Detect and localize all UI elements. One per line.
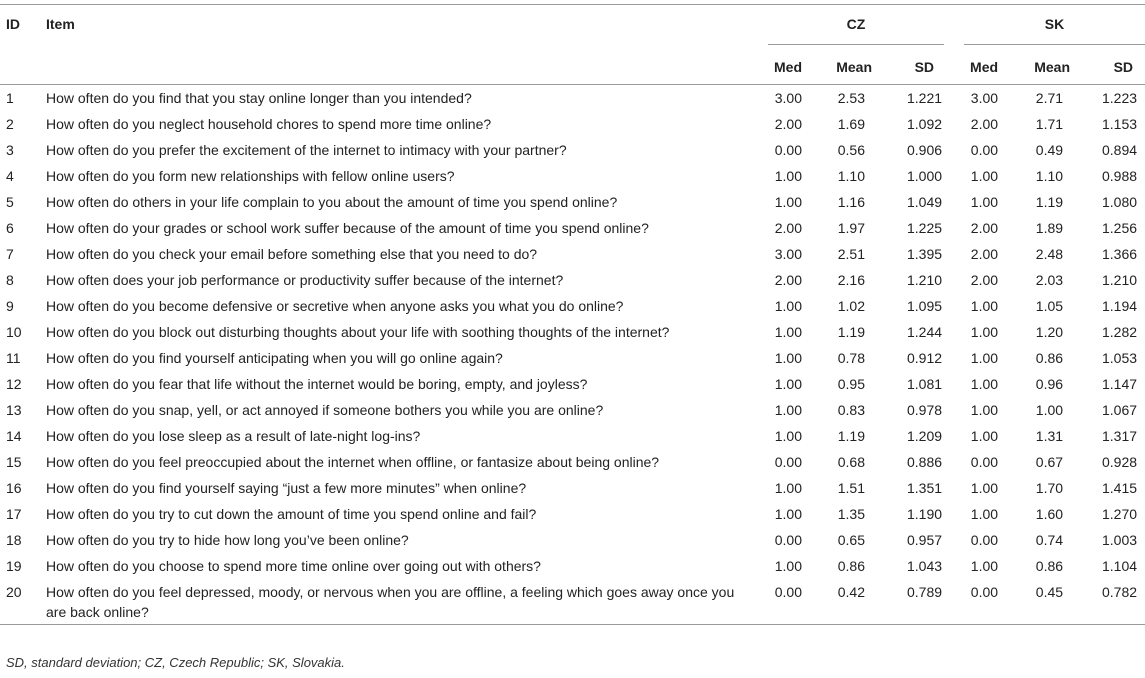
row-sk-sd: 1.282 <box>1101 323 1138 340</box>
row-cz-mean: 0.78 <box>837 349 865 366</box>
row-sk-mean: 0.67 <box>1035 453 1064 470</box>
cz-sd-header: SD <box>878 50 944 85</box>
row-sk-mean: 1.05 <box>1035 297 1064 314</box>
row-cz-sd: 1.221 <box>906 90 943 106</box>
sk-mean-header: Mean <box>1002 50 1076 85</box>
row-id: 2 <box>6 115 14 132</box>
row-sk-med: 1.00 <box>970 349 999 366</box>
row-cz-sd: 1.244 <box>906 323 943 340</box>
row-cz-sd: 0.886 <box>906 453 943 470</box>
row-cz-med: 0.00 <box>774 531 802 548</box>
row-gap <box>944 267 964 293</box>
row-sk-sd: 1.067 <box>1101 401 1138 418</box>
row-sk-med: 1.00 <box>970 505 999 522</box>
row-sk-med: 1.00 <box>970 557 999 574</box>
row-cz-mean: 1.69 <box>837 115 865 132</box>
row-cz-mean: 1.51 <box>837 479 865 496</box>
row-sk-sd: 1.210 <box>1101 271 1138 288</box>
table-row <box>0 449 1145 475</box>
table-row <box>0 553 1145 579</box>
row-cz-mean: 1.19 <box>837 427 865 444</box>
table-row <box>0 189 1145 215</box>
row-cz-sd: 1.190 <box>906 505 943 522</box>
row-sk-mean: 1.19 <box>1035 193 1064 210</box>
group-sk-label: SK <box>964 16 1145 45</box>
row-sk-sd: 1.153 <box>1101 115 1138 132</box>
row-sk-mean: 0.86 <box>1035 349 1064 366</box>
row-cz-med: 2.00 <box>774 271 802 288</box>
row-item: How often do you feel depressed, moody, or nervous when you are offline, a feeling which goes away once you are back online? <box>46 579 746 625</box>
row-id: 7 <box>6 245 14 262</box>
group-cz-label: CZ <box>768 16 944 45</box>
row-cz-sd: 0.978 <box>906 401 943 418</box>
row-sk-med: 2.00 <box>970 115 999 132</box>
row-sk-mean: 1.20 <box>1035 323 1064 340</box>
row-cz-med: 1.00 <box>774 349 802 366</box>
row-cz-med: 2.00 <box>774 115 802 132</box>
row-item: How often do you find yourself saying “just a few more minutes” when online? <box>46 479 527 496</box>
row-cz-mean: 0.42 <box>804 579 878 625</box>
row-sk-mean: 1.89 <box>1035 219 1064 236</box>
row-cz-mean: 0.83 <box>837 401 865 418</box>
row-id: 15 <box>6 453 22 470</box>
row-cz-med: 2.00 <box>774 219 802 236</box>
row-cz-med: 1.00 <box>774 505 802 522</box>
row-sk-sd: 1.003 <box>1101 531 1138 548</box>
row-sk-med: 0.00 <box>970 453 999 470</box>
row-sk-sd: 1.080 <box>1101 193 1138 210</box>
row-cz-med: 3.00 <box>774 90 802 106</box>
row-item: How often do you find that you stay online longer than you intended? <box>46 90 472 106</box>
row-cz-sd: 1.043 <box>906 557 943 574</box>
row-sk-sd: 1.053 <box>1101 349 1138 366</box>
row-id: 11 <box>6 349 21 366</box>
row-cz-mean: 0.56 <box>837 141 865 158</box>
row-cz-sd: 1.351 <box>906 479 943 496</box>
row-id: 19 <box>6 557 22 574</box>
row-cz-sd: 1.210 <box>906 271 943 288</box>
row-sk-med: 1.00 <box>970 323 999 340</box>
row-item: How often do you try to cut down the amount of time you spend online and fail? <box>46 505 537 522</box>
row-item: How often do you find yourself anticipating when you will go online again? <box>46 349 503 366</box>
row-sk-mean: 1.31 <box>1035 427 1064 444</box>
row-sk-med: 2.00 <box>970 271 999 288</box>
row-sk-sd: 1.223 <box>1101 90 1138 106</box>
row-cz-sd: 0.789 <box>878 579 944 625</box>
row-cz-mean: 2.53 <box>837 90 865 106</box>
row-item: How often do you snap, yell, or act annoyed if someone bothers you while you are online? <box>46 401 604 418</box>
row-item: How often do you become defensive or secretive when anyone asks you what you do online? <box>46 297 624 314</box>
item-header: Item <box>46 5 746 51</box>
table-row <box>0 241 1145 267</box>
row-gap <box>944 293 964 319</box>
row-cz-sd: 1.092 <box>906 115 943 132</box>
row-cz-sd: 1.081 <box>906 375 943 392</box>
row-item: How often do your grades or school work suffer because of the amount of time you spend online? <box>46 219 649 236</box>
row-cz-mean: 1.35 <box>837 505 865 522</box>
row-item: How often do you form new relationships with fellow online users? <box>46 167 455 184</box>
row-gap <box>944 423 964 449</box>
row-cz-med: 1.00 <box>774 427 802 444</box>
row-sk-mean: 2.71 <box>1035 90 1064 106</box>
row-id: 1 <box>6 90 14 106</box>
row-id: 9 <box>6 297 14 314</box>
row-sk-med: 1.00 <box>970 479 999 496</box>
row-sk-med: 2.00 <box>970 219 999 236</box>
row-cz-mean: 2.16 <box>837 271 865 288</box>
row-sk-sd: 0.988 <box>1101 167 1138 184</box>
row-gap <box>944 553 964 579</box>
row-sk-mean: 0.74 <box>1035 531 1064 548</box>
row-sk-mean: 1.10 <box>1035 167 1064 184</box>
sk-sd-header: SD <box>1076 50 1145 85</box>
row-gap <box>944 111 964 137</box>
row-cz-med: 0.00 <box>774 453 802 470</box>
row-cz-sd: 1.395 <box>906 245 943 262</box>
table-row <box>0 215 1145 241</box>
row-gap <box>944 85 964 111</box>
row-gap <box>944 371 964 397</box>
table-row <box>0 501 1145 527</box>
row-sk-med: 1.00 <box>970 193 999 210</box>
row-sk-sd: 1.147 <box>1101 375 1138 392</box>
row-gap <box>944 579 964 625</box>
row-sk-sd: 0.782 <box>1076 579 1145 625</box>
row-id: 8 <box>6 271 14 288</box>
row-sk-med: 2.00 <box>970 245 999 262</box>
row-cz-sd: 1.000 <box>906 167 943 184</box>
row-cz-mean: 0.65 <box>837 531 865 548</box>
row-cz-mean: 1.10 <box>837 167 865 184</box>
row-cz-med: 1.00 <box>774 375 802 392</box>
table-row <box>0 85 1145 111</box>
row-sk-med: 1.00 <box>970 401 999 418</box>
sk-med-header: Med <box>964 50 1002 85</box>
row-cz-med: 1.00 <box>774 479 802 496</box>
row-cz-med: 1.00 <box>774 297 802 314</box>
row-cz-med: 1.00 <box>774 323 802 340</box>
row-cz-sd: 1.225 <box>906 219 943 236</box>
row-gap <box>944 397 964 423</box>
row-sk-mean: 2.48 <box>1035 245 1064 262</box>
row-cz-sd: 0.912 <box>906 349 943 366</box>
row-cz-mean: 1.02 <box>837 297 865 314</box>
row-cz-med: 1.00 <box>774 193 802 210</box>
row-sk-med: 1.00 <box>970 427 999 444</box>
row-cz-med: 1.00 <box>774 167 802 184</box>
row-cz-med: 3.00 <box>774 245 802 262</box>
table-row <box>0 475 1145 501</box>
row-id: 14 <box>6 427 22 444</box>
empty-header <box>944 50 964 85</box>
row-id: 12 <box>6 375 22 392</box>
row-cz-mean: 0.95 <box>837 375 865 392</box>
row-sk-sd: 0.928 <box>1101 453 1138 470</box>
row-item: How often do you check your email before something else that you need to do? <box>46 245 538 262</box>
row-cz-mean: 1.97 <box>837 219 865 236</box>
row-sk-sd: 0.894 <box>1101 141 1138 158</box>
table-row <box>0 527 1145 553</box>
row-gap <box>944 215 964 241</box>
row-cz-mean: 0.68 <box>837 453 865 470</box>
row-cz-mean: 1.19 <box>837 323 865 340</box>
table-row <box>0 137 1145 163</box>
group-gap <box>944 5 964 51</box>
row-item: How often do you fear that life without the internet would be boring, empty, and joyless? <box>46 375 588 392</box>
row-sk-sd: 1.194 <box>1101 297 1138 314</box>
row-cz-med: 1.00 <box>774 401 802 418</box>
row-item: How often do others in your life complain to you about the amount of time you spend online? <box>46 193 618 210</box>
row-gap <box>944 319 964 345</box>
row-sk-mean: 1.60 <box>1035 505 1064 522</box>
row-item: How often does your job performance or productivity suffer because of the internet? <box>46 271 564 288</box>
row-sk-med: 1.00 <box>970 375 999 392</box>
empty-header <box>0 50 46 85</box>
table-row <box>0 579 1145 625</box>
row-item: How often do you block out disturbing thoughts about your life with soothing thoughts of the internet? <box>46 323 670 340</box>
row-sk-mean: 0.86 <box>1035 557 1064 574</box>
row-cz-med: 1.00 <box>774 557 802 574</box>
row-cz-sd: 1.209 <box>906 427 943 444</box>
table-footnote: SD, standard deviation; CZ, Czech Republic; SK, Slovakia. <box>6 655 345 670</box>
row-gap <box>944 527 964 553</box>
id-header: ID <box>0 5 46 51</box>
row-sk-mean: 0.45 <box>1002 579 1076 625</box>
cz-mean-header: Mean <box>804 50 878 85</box>
row-sk-sd: 1.317 <box>1101 427 1138 444</box>
row-id: 18 <box>6 531 22 548</box>
row-sk-sd: 1.415 <box>1101 479 1138 496</box>
row-gap <box>944 137 964 163</box>
table-row <box>0 111 1145 137</box>
row-sk-mean: 1.70 <box>1035 479 1064 496</box>
row-sk-med: 3.00 <box>970 90 999 106</box>
row-id: 3 <box>6 141 14 158</box>
row-cz-mean: 1.16 <box>837 193 865 210</box>
header-row-columns <box>0 50 1145 85</box>
row-item: How often do you neglect household chores to spend more time online? <box>46 115 492 132</box>
table-row <box>0 345 1145 371</box>
group-cz-header <box>746 5 944 51</box>
row-id: 17 <box>6 505 22 522</box>
row-item: How often do you feel preoccupied about the internet when offline, or fantasize about being online? <box>46 453 660 470</box>
row-id: 4 <box>6 167 14 184</box>
row-id: 13 <box>6 401 22 418</box>
row-gap <box>944 345 964 371</box>
table-body <box>0 85 1145 625</box>
row-sk-sd: 1.104 <box>1101 557 1138 574</box>
row-sk-mean: 0.49 <box>1035 141 1064 158</box>
row-cz-mean: 2.51 <box>837 245 865 262</box>
row-item: How often do you try to hide how long you’ve been online? <box>46 531 409 548</box>
row-sk-mean: 2.03 <box>1035 271 1064 288</box>
row-id: 6 <box>6 219 14 236</box>
row-sk-mean: 1.71 <box>1035 115 1064 132</box>
row-gap <box>944 449 964 475</box>
row-gap <box>944 163 964 189</box>
row-sk-sd: 1.366 <box>1101 245 1138 262</box>
row-sk-sd: 1.270 <box>1101 505 1138 522</box>
row-gap <box>944 501 964 527</box>
row-sk-med: 1.00 <box>970 297 999 314</box>
group-sk-header <box>964 5 1145 51</box>
row-item: How often do you lose sleep as a result of late-night log-ins? <box>46 427 421 444</box>
table-row <box>0 371 1145 397</box>
row-gap <box>944 189 964 215</box>
row-cz-sd: 1.095 <box>906 297 943 314</box>
table-row <box>0 163 1145 189</box>
row-item: How often do you prefer the excitement of the internet to intimacy with your partner? <box>46 141 567 158</box>
row-cz-sd: 0.957 <box>906 531 943 548</box>
row-gap <box>944 241 964 267</box>
table-row <box>0 293 1145 319</box>
row-sk-sd: 1.256 <box>1101 219 1138 236</box>
row-sk-mean: 0.96 <box>1035 375 1064 392</box>
row-cz-sd: 0.906 <box>906 141 943 158</box>
table-row <box>0 267 1145 293</box>
statistics-table <box>0 4 1145 625</box>
row-cz-med: 0.00 <box>746 579 804 625</box>
row-id: 10 <box>6 323 22 340</box>
row-cz-med: 0.00 <box>774 141 802 158</box>
empty-header <box>46 50 746 85</box>
row-sk-med: 0.00 <box>964 579 1002 625</box>
row-id: 5 <box>6 193 14 210</box>
table-row <box>0 423 1145 449</box>
table-row <box>0 319 1145 345</box>
header-row-groups <box>0 5 1145 51</box>
row-id: 20 <box>0 579 46 625</box>
row-sk-med: 0.00 <box>970 141 999 158</box>
table-row <box>0 397 1145 423</box>
row-gap <box>944 475 964 501</box>
row-cz-sd: 1.049 <box>906 193 943 210</box>
row-sk-med: 0.00 <box>970 531 999 548</box>
row-sk-mean: 1.00 <box>1035 401 1064 418</box>
row-sk-med: 1.00 <box>970 167 999 184</box>
cz-med-header: Med <box>746 50 804 85</box>
row-id: 16 <box>6 479 22 496</box>
row-cz-mean: 0.86 <box>837 557 865 574</box>
row-item: How often do you choose to spend more time online over going out with others? <box>46 557 541 574</box>
